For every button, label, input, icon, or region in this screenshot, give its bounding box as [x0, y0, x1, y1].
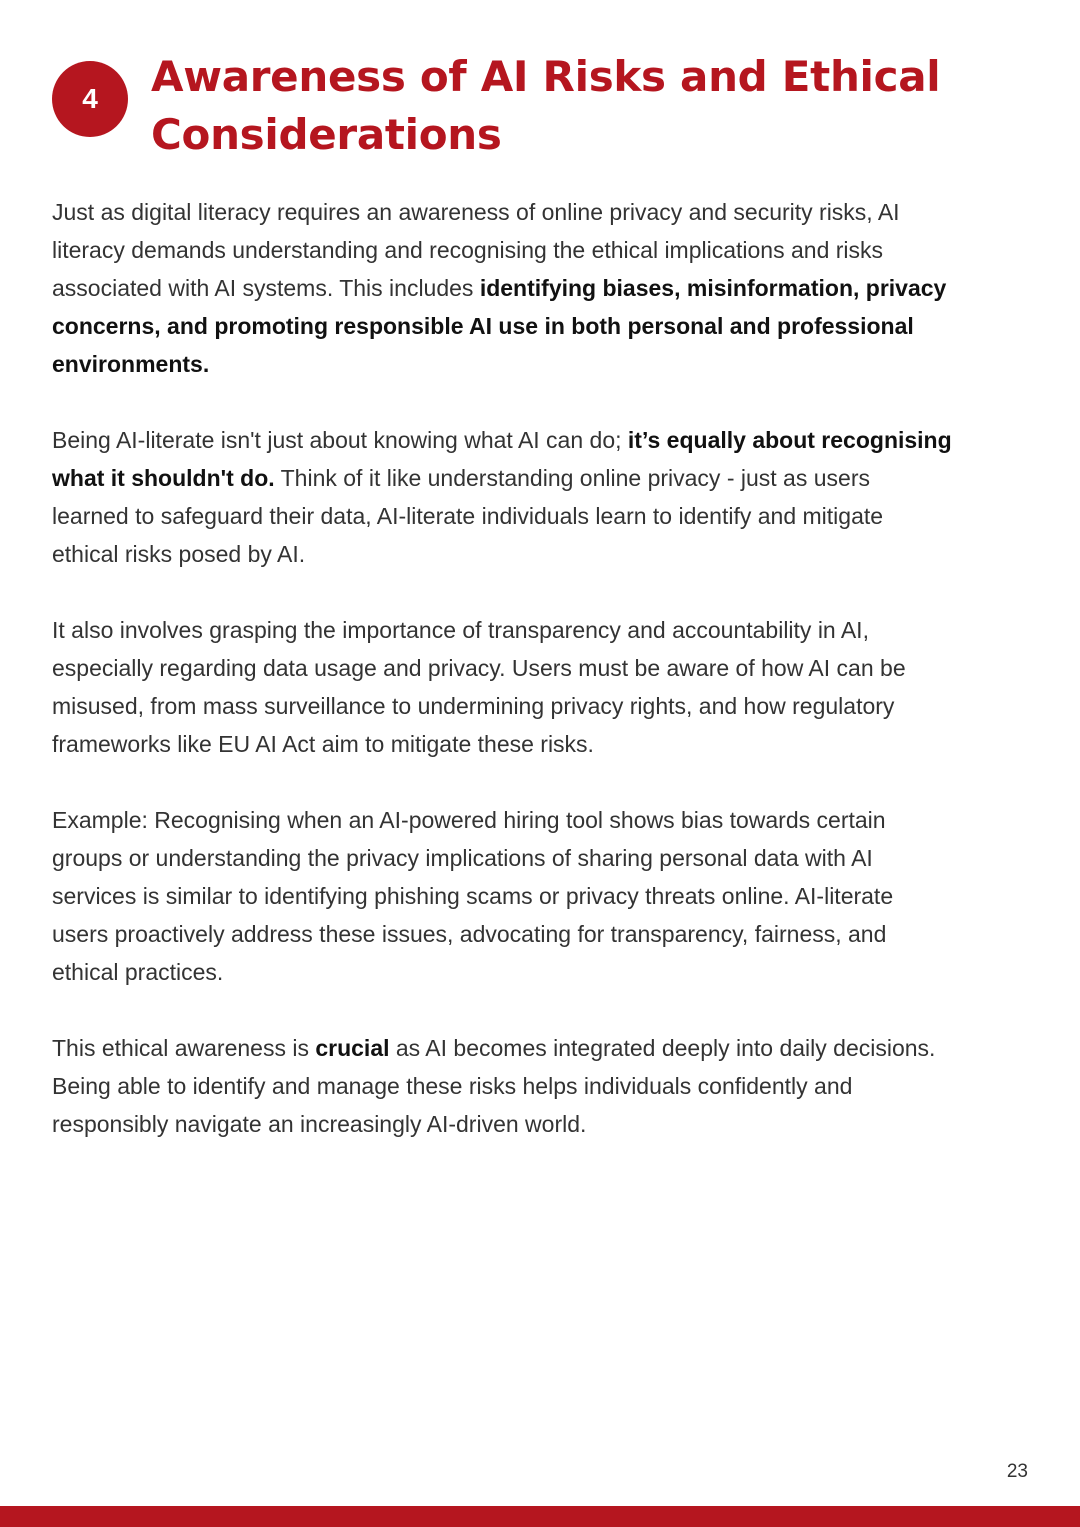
bold-text: what it shouldn't do.: [52, 465, 275, 491]
paragraph: [52, 1029, 1052, 1143]
text-segment: frameworks like EU AI Act aim to mitigate these risks.: [52, 731, 594, 757]
bold-text: crucial: [315, 1035, 390, 1061]
bold-text: concerns, and promoting responsible AI use in both personal and professional: [52, 313, 914, 339]
text-line: [52, 193, 1052, 231]
text-line: [52, 1105, 1052, 1143]
text-segment: This ethical awareness is: [52, 1035, 316, 1061]
text-segment: learned to safeguard their data, AI-literate individuals learn to identify and mitigate: [52, 503, 884, 529]
text-line: [52, 1029, 1052, 1067]
text-segment: associated with AI systems. This includes: [52, 275, 480, 301]
text-line: [52, 307, 1052, 345]
text-segment: users proactively address these issues, advocating for transparency, fairness, and: [52, 921, 887, 947]
text-line: [52, 269, 1052, 307]
page-number: 23: [1006, 1461, 1028, 1482]
bold-text: identifying biases, misinformation, privacy: [479, 275, 947, 301]
text-segment: Example: Recognising when an AI-powered hiring tool shows bias towards certain: [52, 807, 886, 833]
footer-bar: [0, 1506, 1080, 1527]
section-title-line: Awareness of AI Risks and Ethical: [151, 52, 941, 101]
section-number-badge: 4: [52, 61, 128, 137]
text-segment: responsibly navigate an increasingly AI-driven world.: [52, 1111, 587, 1137]
text-segment: It also involves grasping the importance of transparency and accountability in AI,: [52, 617, 869, 643]
body-text: [52, 193, 1052, 1181]
text-line: [52, 1067, 1052, 1105]
text-segment: misused, from mass surveillance to undermining privacy rights, and how regulatory: [52, 693, 895, 719]
text-segment: especially regarding data usage and privacy. Users must be aware of how AI can be: [52, 655, 906, 681]
text-line: [52, 535, 1052, 573]
text-line: [52, 611, 1052, 649]
text-line: [52, 915, 1052, 953]
text-segment: Being AI-literate isn't just about knowing what AI can do;: [52, 427, 628, 453]
text-segment: literacy demands understanding and recognising the ethical implications and risks: [52, 237, 884, 263]
text-segment: Think of it like understanding online privacy - just as users: [274, 465, 870, 491]
text-line: [52, 801, 1052, 839]
text-segment: Just as digital literacy requires an awareness of online privacy and security risks, AI: [52, 199, 900, 225]
bold-text: it’s equally about recognising: [627, 427, 952, 453]
text-line: [52, 839, 1052, 877]
text-line: [52, 953, 1052, 991]
paragraph: [52, 611, 1052, 763]
text-line: [52, 725, 1052, 763]
section-title-line: Considerations: [151, 110, 502, 159]
text-segment: as AI becomes integrated deeply into daily decisions.: [389, 1035, 936, 1061]
text-line: [52, 459, 1052, 497]
text-line: [52, 421, 1052, 459]
text-line: [52, 877, 1052, 915]
paragraph: [52, 193, 1052, 383]
section-title: [151, 48, 940, 164]
text-segment: Being able to identify and manage these risks helps individuals confidently and: [52, 1073, 853, 1099]
text-line: [52, 649, 1052, 687]
text-line: [52, 231, 1052, 269]
paragraph: [52, 421, 1052, 573]
bold-text: environments.: [52, 351, 210, 377]
text-segment: ethical risks posed by AI.: [52, 541, 306, 567]
paragraph: [52, 801, 1052, 991]
text-segment: ethical practices.: [52, 959, 224, 985]
text-line: [52, 345, 1052, 383]
text-line: [52, 687, 1052, 725]
text-segment: groups or understanding the privacy implications of sharing personal data with AI: [52, 845, 873, 871]
text-line: [52, 497, 1052, 535]
text-segment: services is similar to identifying phishing scams or privacy threats online. AI-literate: [52, 883, 894, 909]
